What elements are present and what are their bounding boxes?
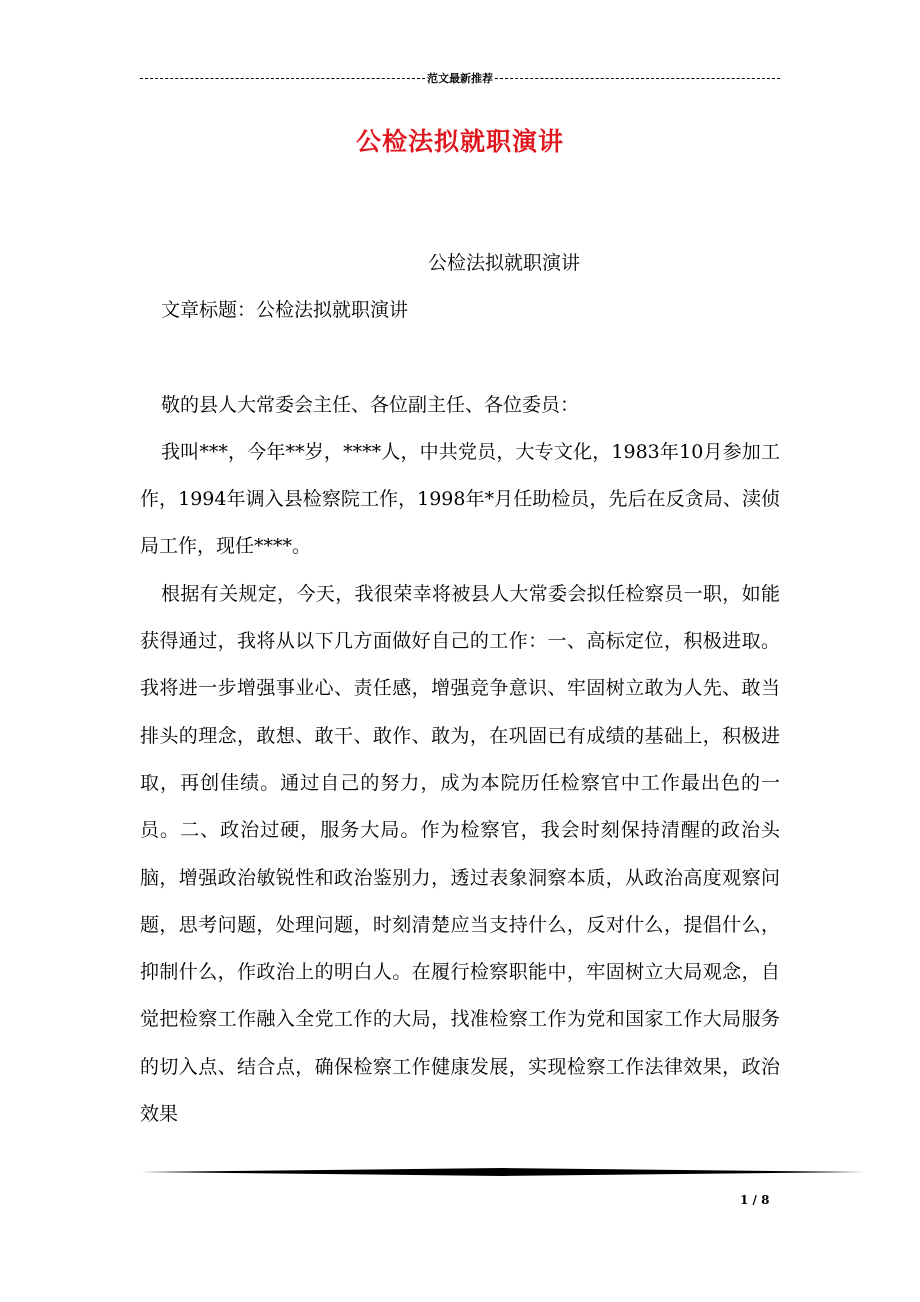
article-title-line: 文章标题：公检法拟就职演讲 <box>161 299 409 322</box>
paragraph-commitments: 根据有关规定，今天，我很荣幸将被县人大常委会拟任检察员一职，如能获得通过，我将从以下几方面做好自己的工作：一、高标定位，积极进取。我将进一步增强事业心、责任感，增强竞争意识、牢固树立敢为人先、敢当排头的理念，敢想、敢干、敢作、敢为，在巩固已有成绩的基础上，积极进取，再创佳绩。通过自己的努力，成为本院历任检察官中工作最出色的一员。二、政治过硬，服务大局。作为检察官，我会时刻保持清醒的政治头脑，增强政治敏锐性和政治鉴别力，透过表象洞察本质，从政治高度观察问题，思考问题，处理问题，时刻清楚应当支持什么，反对什么，提倡什么，抑制什么，作政治上的明白人。在履行检察职能中，牢固树立大局观念，自觉把检察工作融入全党工作的大局，找准检察工作为党和国家工作大局服务的切入点、结合点，确保检察工作健康发展，实现检察工作法律效果，政治效果 <box>140 582 780 1126</box>
page-number: 1 / 8 <box>740 1193 770 1207</box>
document-body <box>140 240 780 1138</box>
footer-rule <box>140 1167 864 1177</box>
document-subtitle: 公检法拟就职演讲 <box>427 252 580 274</box>
paragraph-introduction: 我叫***，今年**岁，****人，中共党员，大专文化，1983年10月参加工作，1994年调入县检察院工作，1998年*月任助检员，先后在反贪局、渎侦局工作，现任****。 <box>140 440 780 558</box>
paragraph-gap <box>140 335 780 382</box>
document-title: 公检法拟就职演讲 <box>355 127 564 156</box>
header-dashes-left <box>140 78 425 79</box>
header-label: 范文最新推荐 <box>427 72 493 85</box>
paragraph-salutation: 敬的县人大常委会主任、各位副主任、各位委员： <box>161 393 580 416</box>
header-dashes-right <box>495 78 780 79</box>
header-banner <box>140 68 780 88</box>
